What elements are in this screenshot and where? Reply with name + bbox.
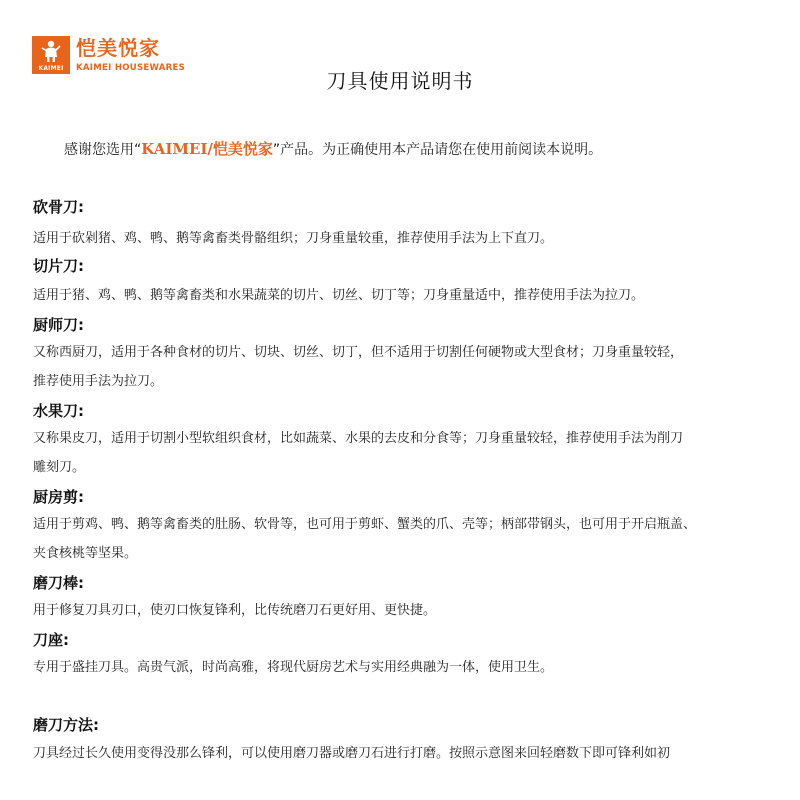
section-heading-kitchen-scissors: 厨房剪: [33,488,84,506]
section-heading-sharpening-rod: 磨刀棒: [33,574,84,592]
intro-suffix: ”产品。为正确使用本产品请您在使用前阅读本说明。 [272,142,603,158]
page-title: 刀具使用说明书 [326,69,474,93]
chef-figure-icon [38,39,64,63]
section-text-slicing-knife: 适用于猪、鸡、鸭、鹅等禽畜类和水果蔬菜的切片、切丝、切丁等；刀身重量适中，推荐使用手法为拉刀。 [33,288,645,303]
section-heading-fruit-knife: 水果刀: [33,402,84,420]
section-text-sharpening-method: 刀具经过长久使用变得没那么锋利，可以使用磨刀器或磨刀石进行打磨。按照示意图来回轻磨数下即可锋利如初 [33,746,671,761]
section-text-fruit-knife-line-1: 又称果皮刀，适用于切割小型软组织食材，比如蔬菜、水果的去皮和分食等；刀身重量较轻，推荐使用手法为削刀 [33,431,684,446]
logo-chinese-name: 恺美悦家 [76,36,160,60]
section-text-chopping-knife: 适用于砍剁猪、鸡、鸭、鹅等禽畜类骨骼组织；刀身重量较重，推荐使用手法为上下直刀。 [33,231,554,246]
section-text-chef-knife-line-1: 又称西厨刀，适用于各种食材的切片、切块、切丝、切丁，但不适用于切割任何硬物或大型食材；刀身重量较轻， [33,345,684,360]
section-text-kitchen-scissors-line-1: 适用于剪鸡、鸭、鹅等禽畜类的肚肠、软骨等，也可用于剪虾、蟹类的爪、壳等；柄部带钢头，也可用于开启瓶盖、 [33,517,697,532]
section-heading-chopping-knife: 砍骨刀: [33,198,84,216]
logo-mark-text: KAIMEI [38,65,64,72]
logo-english-name: KAIMEI HOUSEWARES [76,63,186,73]
section-heading-knife-block: 刀座: [33,631,69,649]
section-heading-chef-knife: 厨师刀: [33,316,84,334]
section-text-chef-knife-line-2: 推荐使用手法为拉刀。 [33,374,164,389]
section-heading-sharpening-method: 磨刀方法: [33,716,99,734]
section-text-kitchen-scissors-line-2: 夹食核桃等坚果。 [33,546,138,561]
section-text-sharpening-rod: 用于修复刀具刃口，使刃口恢复锋利，比传统磨刀石更好用、更快捷。 [33,603,437,618]
intro-paragraph [64,137,602,162]
intro-prefix: 感谢您选用“ [64,142,142,158]
section-text-knife-block: 专用于盛挂刀具。高贵气派，时尚高雅，将现代厨房艺术与实用经典融为一体，使用卫生。 [33,660,554,675]
intro-brand: KAIMEI/恺美悦家 [141,140,273,158]
section-heading-slicing-knife: 切片刀: [33,257,84,275]
section-text-fruit-knife-line-2: 雕刻刀。 [33,460,86,475]
